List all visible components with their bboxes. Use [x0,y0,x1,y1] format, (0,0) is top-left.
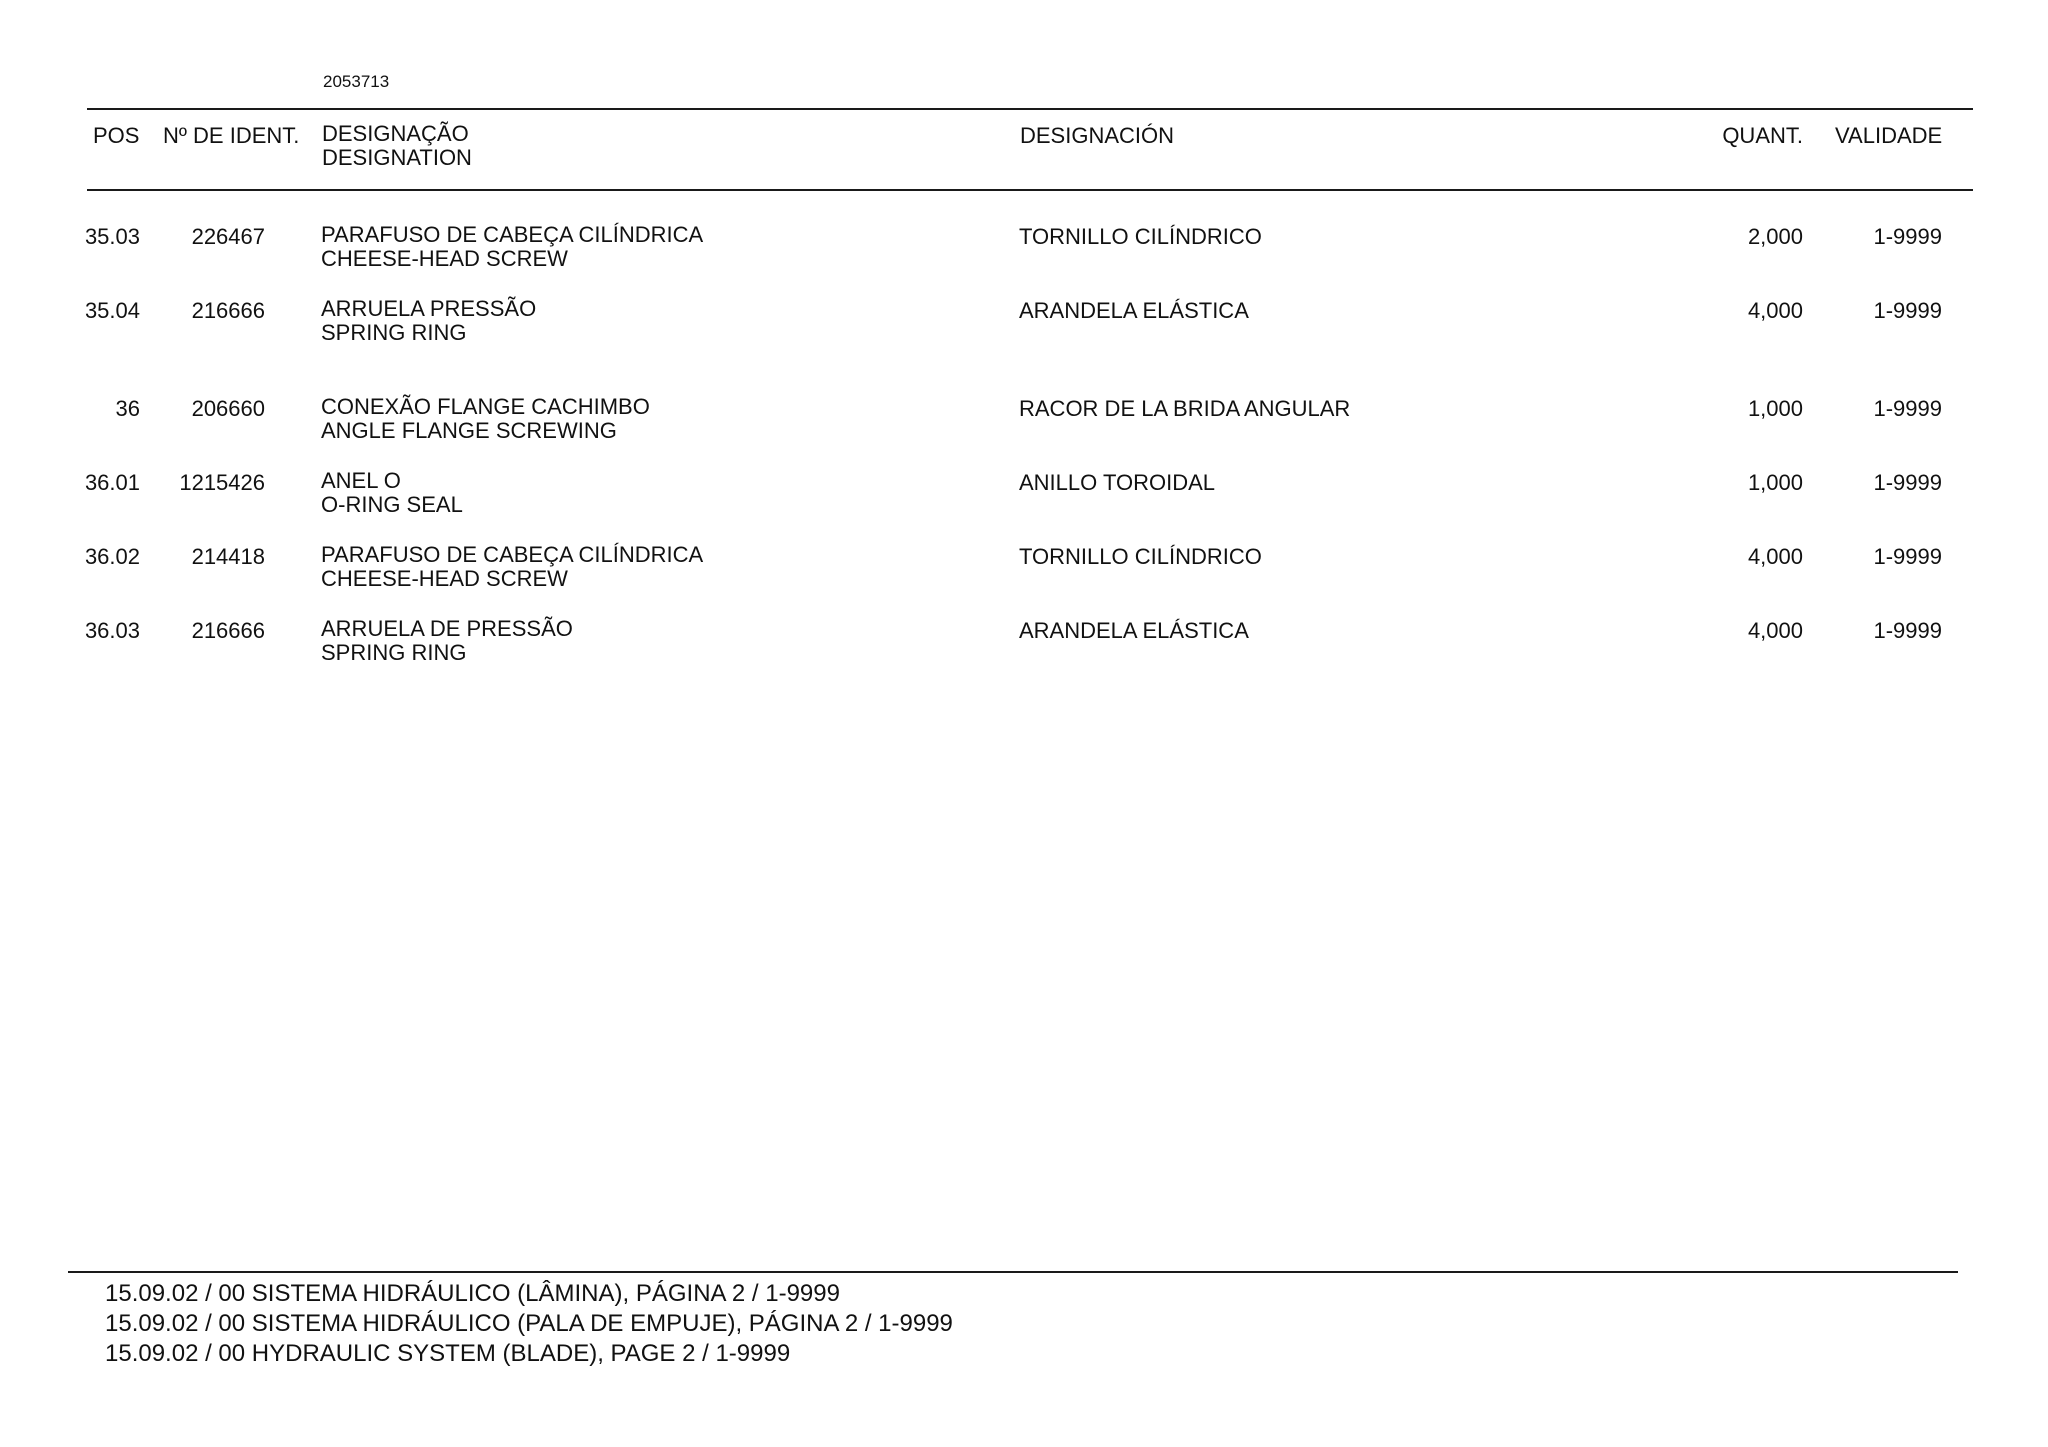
cell-designation-es: ANILLO TOROIDAL [1019,470,1216,495]
column-header-quantity: QUANT. [1722,123,1803,148]
footer [105,1279,953,1369]
cell-pos: 36.03 [84,618,140,643]
cell-validity: 1-9999 [1873,298,1942,323]
cell-designation-es: ARANDELA ELÁSTICA [1019,618,1249,643]
table-row [0,395,2048,451]
cell-designation-pt: PARAFUSO DE CABEÇA CILÍNDRICA [321,542,704,567]
column-header-pos: POS [93,123,140,148]
footer-line-es: 15.09.02 / 00 SISTEMA HIDRÁULICO (PALA DE EMPUJE), PÁGINA 2 / 1-9999 [105,1310,953,1337]
column-header-designation-es: DESIGNACIÓN [1020,123,1175,148]
cell-designation-es: TORNILLO CILÍNDRICO [1019,544,1262,569]
footer-line-en: 15.09.02 / 00 HYDRAULIC SYSTEM (BLADE), PAGE 2 / 1-9999 [105,1340,791,1367]
cell-designation [321,617,573,665]
cell-designation-pt: ARRUELA DE PRESSÃO [321,616,573,641]
cell-quantity: 2,000 [1747,224,1803,249]
cell-designation-pt: ARRUELA PRESSÃO [321,296,537,321]
cell-ident: 206660 [191,396,265,421]
cell-designation [321,543,703,591]
cell-ident: 214418 [191,544,265,569]
cell-designation-pt: CONEXÃO FLANGE CACHIMBO [321,394,650,419]
table-row [0,297,2048,353]
cell-quantity: 4,000 [1747,544,1803,569]
cell-ident: 216666 [191,298,265,323]
cell-designation-pt: PARAFUSO DE CABEÇA CILÍNDRICA [321,222,704,247]
footer-line-pt: 15.09.02 / 00 SISTEMA HIDRÁULICO (LÂMINA), PÁGINA 2 / 1-9999 [105,1280,840,1307]
table-row [0,543,2048,599]
cell-pos: 35.04 [84,298,140,323]
document-number: 2053713 [323,72,390,91]
table-row [0,469,2048,525]
cell-pos: 36.01 [84,470,140,495]
cell-designation [321,469,463,517]
table-row [0,617,2048,673]
cell-designation-en: O-RING SEAL [321,492,463,517]
cell-validity: 1-9999 [1873,224,1942,249]
cell-quantity: 1,000 [1747,396,1803,421]
cell-ident: 216666 [191,618,265,643]
cell-quantity: 4,000 [1747,618,1803,643]
cell-designation-en: SPRING RING [321,640,467,665]
column-header-designation [322,122,472,170]
table-row [0,223,2048,279]
cell-ident: 226467 [191,224,265,249]
cell-designation-es: ARANDELA ELÁSTICA [1019,298,1249,323]
cell-designation [321,223,703,271]
cell-quantity: 1,000 [1747,470,1803,495]
cell-designation [321,297,536,345]
column-header-validity: VALIDADE [1835,123,1943,148]
header-bottom-rule [87,189,1973,191]
cell-designation-en: ANGLE FLANGE SCREWING [321,418,617,443]
cell-validity: 1-9999 [1873,618,1942,643]
cell-designation-pt: ANEL O [321,468,401,493]
cell-designation-es: RACOR DE LA BRIDA ANGULAR [1019,396,1351,421]
cell-designation-es: TORNILLO CILÍNDRICO [1019,224,1262,249]
cell-designation [321,395,650,443]
footer-rule [68,1271,1958,1273]
cell-pos: 36 [115,396,140,421]
cell-validity: 1-9999 [1873,396,1942,421]
cell-validity: 1-9999 [1873,470,1942,495]
cell-designation-en: SPRING RING [321,320,467,345]
column-header-designation-pt: DESIGNAÇÃO [322,121,469,146]
cell-ident: 1215426 [179,470,265,495]
cell-pos: 35.03 [84,224,140,249]
cell-designation-en: CHEESE-HEAD SCREW [321,246,568,271]
column-header-ident: Nº DE IDENT. [163,123,300,148]
cell-pos: 36.02 [84,544,140,569]
header-top-rule [87,108,1973,110]
cell-quantity: 4,000 [1747,298,1803,323]
cell-validity: 1-9999 [1873,544,1942,569]
column-header-designation-en: DESIGNATION [322,145,472,170]
cell-designation-en: CHEESE-HEAD SCREW [321,566,568,591]
